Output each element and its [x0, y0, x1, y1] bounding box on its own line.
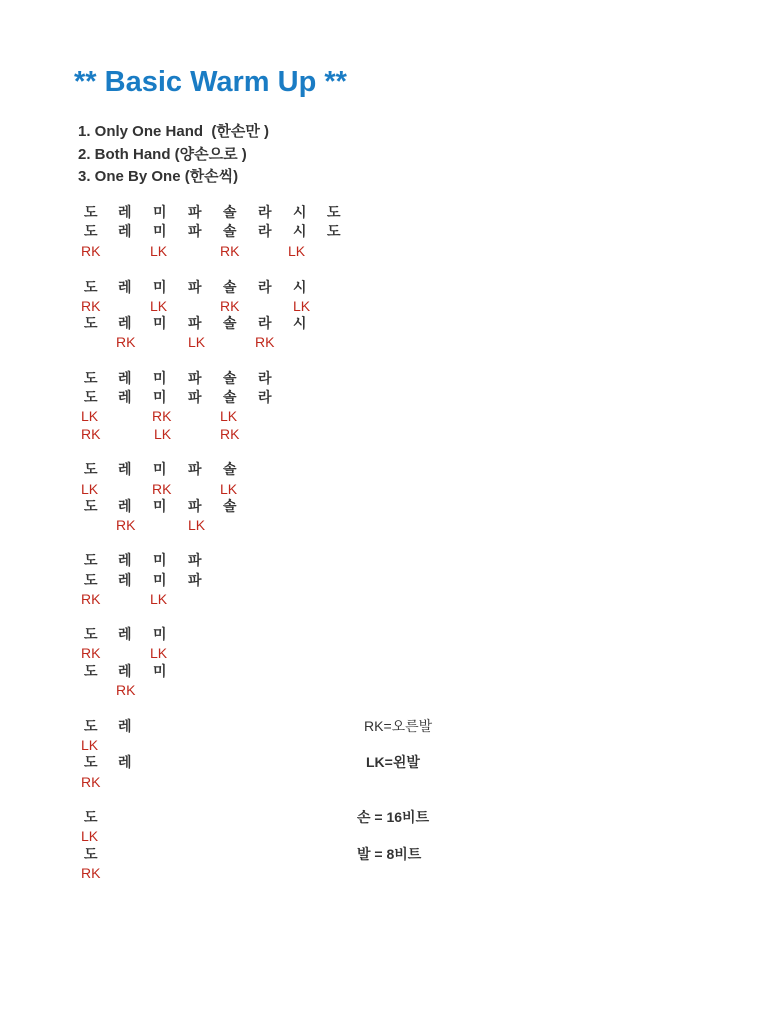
note-syllable: 솔 [223, 315, 237, 331]
note-syllable: 도 [84, 370, 98, 386]
kick-marker: RK [81, 591, 101, 607]
note-syllable: 도 [327, 204, 341, 220]
kick-marker: RK [81, 865, 101, 881]
note-syllable: 도 [84, 498, 98, 514]
note-syllable: 시 [293, 279, 307, 295]
note-syllable: 도 [84, 626, 98, 642]
note-syllable: 도 [84, 204, 98, 220]
note-syllable: 라 [258, 370, 272, 386]
note-syllable: 도 [84, 846, 98, 862]
kick-marker: LK [188, 334, 206, 350]
note-syllable: 도 [327, 223, 341, 239]
note-syllable: 미 [153, 370, 167, 386]
note-syllable: 도 [84, 389, 98, 405]
kick-marker: RK [152, 481, 172, 497]
note-syllable: 솔 [223, 498, 237, 514]
note-syllable: 미 [153, 626, 167, 642]
kick-marker: RK [81, 774, 101, 790]
kick-marker: RK [152, 408, 172, 424]
kick-marker: LK [81, 481, 99, 497]
note-syllable: 도 [84, 552, 98, 568]
kick-marker: RK [220, 298, 240, 314]
note-syllable: 레 [118, 389, 132, 405]
note-syllable: 파 [188, 498, 202, 514]
note-syllable: 도 [84, 315, 98, 331]
note-syllable: 레 [118, 754, 132, 770]
note-syllable: 레 [118, 315, 132, 331]
legend-lk: LK=왼발 [366, 754, 420, 770]
note-syllable: 솔 [223, 223, 237, 239]
legend-foot-beats: 발 = 8비트 [357, 846, 422, 862]
note-syllable: 솔 [223, 204, 237, 220]
note-syllable: 파 [188, 461, 202, 477]
note-syllable: 미 [153, 223, 167, 239]
note-syllable: 레 [118, 552, 132, 568]
kick-marker: LK [188, 517, 206, 533]
exercise-list [78, 121, 269, 189]
kick-marker: LK [150, 298, 168, 314]
page-title: ** Basic Warm Up ** [74, 66, 347, 98]
kick-marker: RK [116, 682, 136, 698]
note-syllable: 미 [153, 461, 167, 477]
kick-marker: LK [293, 298, 311, 314]
note-syllable: 미 [153, 498, 167, 514]
note-syllable: 라 [258, 204, 272, 220]
note-syllable: 미 [153, 315, 167, 331]
note-syllable: 미 [153, 552, 167, 568]
note-syllable: 레 [118, 223, 132, 239]
note-syllable: 도 [84, 754, 98, 770]
note-syllable: 파 [188, 223, 202, 239]
note-syllable: 레 [118, 663, 132, 679]
note-syllable: 파 [188, 279, 202, 295]
note-syllable: 미 [153, 279, 167, 295]
kick-marker: LK [288, 243, 306, 259]
note-syllable: 솔 [223, 461, 237, 477]
note-syllable: 시 [293, 204, 307, 220]
kick-marker: RK [220, 243, 240, 259]
note-syllable: 미 [153, 572, 167, 588]
note-syllable: 레 [118, 370, 132, 386]
list-item: 2. Both Hand (양손으로 ) [78, 145, 247, 163]
note-syllable: 미 [153, 204, 167, 220]
kick-marker: RK [81, 243, 101, 259]
kick-marker: LK [220, 481, 238, 497]
note-syllable: 파 [188, 389, 202, 405]
kick-marker: LK [81, 737, 99, 753]
note-syllable: 도 [84, 663, 98, 679]
note-syllable: 파 [188, 204, 202, 220]
note-syllable: 파 [188, 552, 202, 568]
note-syllable: 레 [118, 572, 132, 588]
note-syllable: 라 [258, 279, 272, 295]
note-syllable: 레 [118, 626, 132, 642]
note-syllable: 도 [84, 223, 98, 239]
note-syllable: 도 [84, 461, 98, 477]
kick-marker: RK [255, 334, 275, 350]
kick-marker: LK [81, 408, 99, 424]
kick-marker: LK [154, 426, 172, 442]
kick-marker: RK [220, 426, 240, 442]
kick-marker: RK [81, 426, 101, 442]
note-syllable: 파 [188, 315, 202, 331]
note-syllable: 미 [153, 663, 167, 679]
legend-rk: RK=오른발 [364, 718, 433, 734]
kick-marker: RK [116, 334, 136, 350]
kick-marker: LK [150, 645, 168, 661]
note-syllable: 시 [293, 315, 307, 331]
note-syllable: 파 [188, 572, 202, 588]
list-item: 1. Only One Hand (한손만 ) [78, 123, 269, 140]
kick-marker: LK [81, 828, 99, 844]
note-syllable: 레 [118, 279, 132, 295]
list-item: 3. One By One (한손씩) [78, 168, 239, 185]
note-syllable: 도 [84, 572, 98, 588]
kick-marker: LK [150, 591, 168, 607]
note-syllable: 솔 [223, 389, 237, 405]
note-syllable: 레 [118, 204, 132, 220]
legend-hand-beats: 손 = 16비트 [357, 809, 430, 825]
kick-marker: RK [81, 298, 101, 314]
note-syllable: 도 [84, 809, 98, 825]
note-syllable: 도 [84, 279, 98, 295]
note-syllable: 솔 [223, 370, 237, 386]
note-syllable: 파 [188, 370, 202, 386]
note-syllable: 레 [118, 498, 132, 514]
kick-marker: RK [81, 645, 101, 661]
note-syllable: 솔 [223, 279, 237, 295]
kick-marker: LK [150, 243, 168, 259]
kick-marker: RK [116, 517, 136, 533]
note-syllable: 라 [258, 315, 272, 331]
kick-marker: LK [220, 408, 238, 424]
note-syllable: 라 [258, 389, 272, 405]
note-syllable: 시 [293, 223, 307, 239]
note-syllable: 도 [84, 718, 98, 734]
note-syllable: 레 [118, 461, 132, 477]
note-syllable: 라 [258, 223, 272, 239]
note-syllable: 레 [118, 718, 132, 734]
note-syllable: 미 [153, 389, 167, 405]
